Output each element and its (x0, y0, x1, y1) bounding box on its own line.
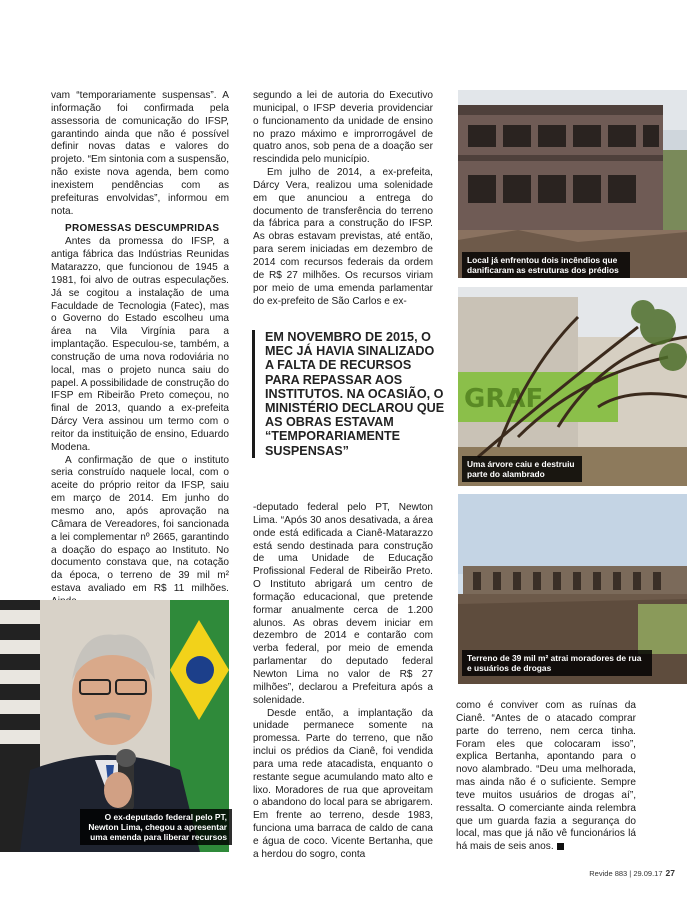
photo-caption: Local já enfrentou dois incêndios que danificaram as estruturas dos prédios (462, 252, 630, 278)
photo-caption: O ex-deputado federal pelo PT, Newton Lima, chegou a apresentar uma emenda para liberar recursos (80, 809, 232, 845)
page-number: 27 (665, 868, 675, 878)
paragraph: segundo a lei de autoria do Executivo municipal, o IFSP deveria providenciar o funcionamento da unidade de ensino no prazo máximo e improrrogável de quatro anos, sob pena de a doação ser rescindida pelo município. (253, 90, 433, 166)
ruined-building-image (458, 90, 687, 278)
photo-caption: Terreno de 39 mil m² atrai moradores de rua e usuários de drogas (462, 650, 652, 676)
paragraph: Desde então, a implantação da unidade permanece somente na promessa. Parte do terreno, que não inclui os prédios da Cianê, foi vendida para uma rede atacadista, enquanto o restante segue acumulando mato alto e lixo. Moradores de rua que aproveitam o abandono do local para se abrigarem. Em frente ao terreno, desde 1983, funciona uma barraca de caldo de cana e água de coco. Vicente Bertanha, que a herdou do sogro, conta (253, 707, 433, 860)
section-heading: PROMESSAS DESCUMPRIDAS (65, 223, 220, 235)
photo-caption: Uma árvore caiu e destruiu parte do alambrado (462, 456, 582, 482)
page-footer (589, 868, 675, 878)
issue-info: Revide 883 | 29.09.17 (589, 869, 663, 878)
paragraph: A confirmação de que o instituto seria construído naquele local, com o aceite do próprio reitor da IFSP, saiu em março de 2014. Em junho do mesmo ano, após aprovação na Câmara de Vereadores, foi sancionada a lei complementar nº 2665, garantindo a doação do espaço ao Instituto. No documento constava que, na cotação da época, o terreno de 39 mil m² estava avaliado em R$ 11 milhões. (51, 454, 229, 595)
text-column-3 (456, 700, 636, 854)
paragraph: Em julho de 2014, a ex-prefeita, Dárcy Vera, realizou uma solenidade em que anunciou a entrega do documento de transferência do terreno da fábrica para a construção do IFSP. As obras estavam previstas, até então, para serem iniciadas em dezembro de 2014 com recursos federais da ordem de R$ 27 milhões. Os recursos viriam por meio de uma emenda parlamentar do ex-prefeito de São Carlos e ex- (253, 167, 433, 307)
paragraph: como é conviver com as ruínas da Cianê. “Antes de o atacado comprar parte do terreno, nem cerca tinha. Foram eles que colocaram isso”, explica Bertanha, apontando para o novo alambrado. “Deu uma melhorada, mas ainda não é o suficiente. Sempre teve muitos usuários de drogas aí”, ressalta. O comerciante ainda relembra que um guarda fazia a segurança do local, mas que já não vê funcionários lá há mais de seis anos. (456, 700, 636, 853)
text-column-2-top (253, 90, 433, 308)
photo-ruined-building (458, 90, 687, 278)
end-mark-icon (557, 843, 564, 850)
svg-text:GRAF: GRAF (464, 384, 544, 414)
pull-quote: EM NOVEMBRO DE 2015, O MEC JÁ HAVIA SINALIZADO A FALTA DE RECURSOS PARA REPASSAR AOS INSTITUTOS. NA OCASIÃO, O MINISTÉRIO DECLAROU QUE AS OBRAS ESTAVAM “TEMPORARIAMENTE SUSPENSAS” (252, 330, 445, 458)
paragraph: Antes da promessa do IFSP, a antiga fábrica das Indústrias Reunidas Matarazzo, que funcionou de 1945 a 1981, foi alvo de outras especulações. Já se cogitou a instalação de uma Faculdade de Tecnologia (Fatec), mas o Governo do Estado escolheu uma área na Vila Virgínia para a implantação. Especulou-se, também, a construção de uma nova rodoviária no local, mas o projeto nunca saiu do papel. A possibilidade de construção do IFSP em Ribeirão Preto começou, no final de 2013, quando a ex-prefeita Dárcy Vera assinou um termo com o reitor da instituição de ensino, Eduardo Modena. (51, 236, 229, 453)
text-column-2-bottom (253, 502, 433, 862)
paragraph: vam “temporariamente suspensas”. A informação foi confirmada pela assessoria de comunicação do IFSP, garantindo ainda que não é possível definir novas datas e valores do projeto. “Em sintonia com a suspensão, não existe nova agenda, bem como inexistem pendências com as prefeituras envolvidas”, informou em nota. (51, 90, 229, 217)
text-column-1 (51, 90, 229, 609)
paragraph: -deputado federal pelo PT, Newton Lima. “Após 30 anos desativada, a área onde está edificada a Cianê-Matarazzo está sendo destinada para construção de uma Unidade de Educação Profissional Federal de Ribeirão Preto. O Instituto abrigará um centro de formação educacional, que pretende formar anualmente cerca de 1.200 alunos. As obras devem iniciar em dezembro de 2014 e contarão com verba federal, por meio de emenda parlamentar do deputado federal Newton Lima no valor de R$ 27 milhões”, declarou a Prefeitura após a solenidade. (253, 502, 433, 706)
